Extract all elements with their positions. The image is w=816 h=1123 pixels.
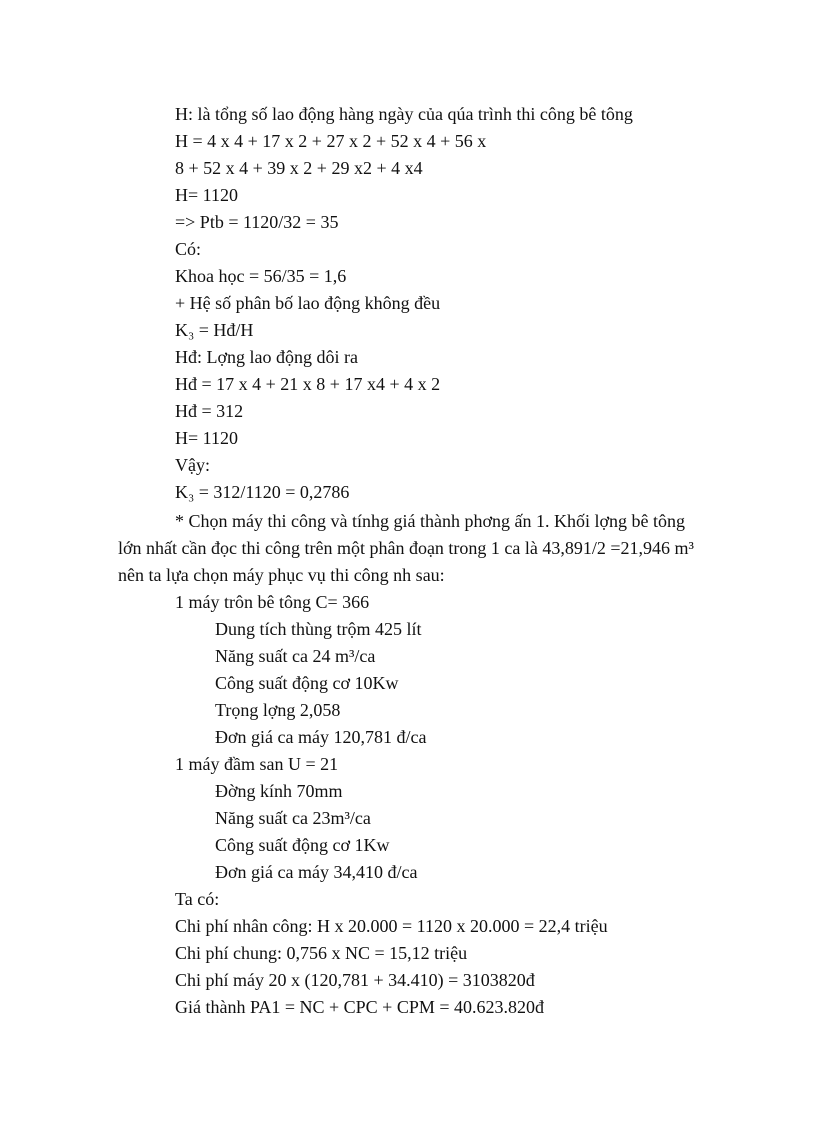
text-line: H= 1120 <box>175 185 238 205</box>
machine-spec: Đờng kính 70mm <box>215 781 343 801</box>
machine-spec: Công suất động cơ 10Kw <box>215 673 399 693</box>
text-line: Có: <box>175 239 202 259</box>
machine-spec: Công suất động cơ 1Kw <box>215 835 390 855</box>
text-line: Vậy: <box>175 455 210 475</box>
text-line: + Hệ số phân bố lao động không đều <box>175 293 441 313</box>
cost-line: Ta có: <box>175 889 220 909</box>
machine-spec: Trọng lợng 2,058 <box>215 700 341 720</box>
cost-line: Chi phí nhân công: H x 20.000 = 1120 x 20.000 = 22,4 triệu <box>175 916 608 936</box>
machine-spec: Đơn giá ca máy 120,781 đ/ca <box>215 727 427 747</box>
text-line: H: là tổng số lao động hàng ngày của qúa trình thi công bê tông <box>175 104 633 124</box>
paragraph-line: lớn nhất cần đọc thi công trên một phân đoạn trong 1 ca là 43,891/2 =21,946 m³ <box>118 538 694 558</box>
text-line: Khoa học = 56/35 = 1,6 <box>175 266 347 286</box>
machine-spec: Năng suất ca 24 m³/ca <box>215 646 376 666</box>
text-line: => Ptb = 1120/32 = 35 <box>175 212 339 232</box>
text-line: K₃ = Hđ/H <box>175 320 254 340</box>
paragraph-line: * Chọn máy thi công và tínhg giá thành phơng ấn 1. Khối lợng bê tông <box>175 511 685 531</box>
cost-line: Giá thành PA1 = NC + CPC + CPM = 40.623.820đ <box>175 997 544 1017</box>
text-line: K₃ = 312/1120 = 0,2786 <box>175 482 350 502</box>
text-line: Hđ: Lợng lao động dôi ra <box>175 347 358 367</box>
text-line: 8 + 52 x 4 + 39 x 2 + 29 x2 + 4 x4 <box>175 158 423 178</box>
machine-spec: Dung tích thùng trộm 425 lít <box>215 619 422 639</box>
text-line: H = 4 x 4 + 17 x 2 + 27 x 2 + 52 x 4 + 56 x <box>175 131 487 151</box>
text-line: H= 1120 <box>175 428 238 448</box>
paragraph-line: nên ta lựa chọn máy phục vụ thi công nh sau: <box>118 565 445 585</box>
machine-title: 1 máy đầm san U = 21 <box>175 754 339 774</box>
machine-spec: Đơn giá ca máy 34,410 đ/ca <box>215 862 418 882</box>
machine-spec: Năng suất ca 23m³/ca <box>215 808 371 828</box>
text-line: Hđ = 312 <box>175 401 244 421</box>
cost-line: Chi phí chung: 0,756 x NC = 15,12 triệu <box>175 943 468 963</box>
cost-line: Chi phí máy 20 x (120,781 + 34.410) = 3103820đ <box>175 970 535 990</box>
text-line: Hđ = 17 x 4 + 21 x 8 + 17 x4 + 4 x 2 <box>175 374 441 394</box>
machine-title: 1 máy trôn bê tông C= 366 <box>175 592 370 612</box>
